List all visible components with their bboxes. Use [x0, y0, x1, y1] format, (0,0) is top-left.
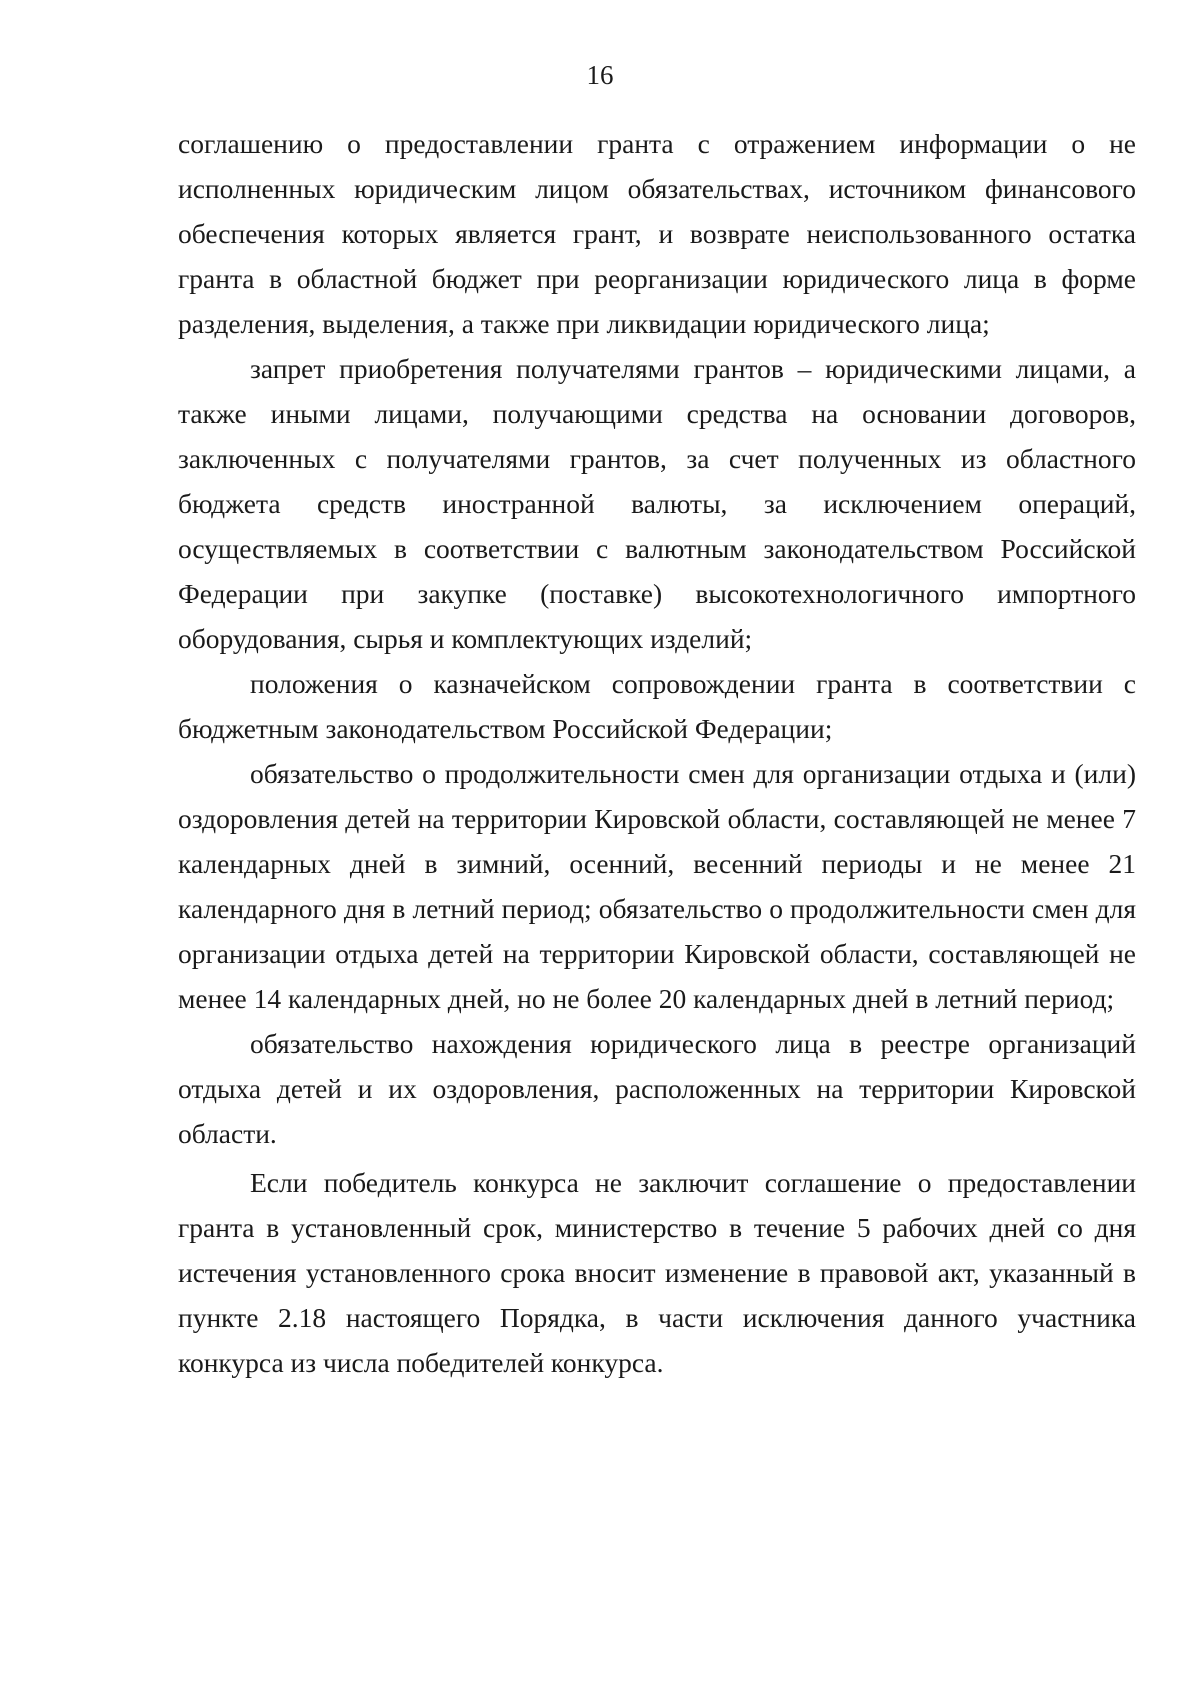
paragraph-shift-duration: обязательство о продолжительности смен для организации отдыха и (или) оздоровления детей на территории Кировской области, составляющей не менее 7 календарных дней в зимний, осенний, весенний периоды и не менее 21 календарного дня в летний период; обязательство о продолжительности смен для организации отдыха детей на территории Кировской области, составляющей не менее 14 календарных дней, но не более 20 календарных дней в летний период; — [178, 758, 1136, 1014]
document-body — [178, 121, 1136, 1385]
paragraph-continuation: соглашению о предоставлении гранта с отражением информации о не исполненных юридическим лицом обязательствах, источником финансового обеспечения которых является грант, и возврате неиспользованного остатка гранта в областной бюджет при реорганизации юридического лица в форме разделения, выделения, а также при ликвидации юридического лица; — [178, 128, 1136, 339]
page-number: 16 — [586, 60, 614, 90]
paragraph-registry-obligation: обязательство нахождения юридического лица в реестре организаций отдыха детей и их оздоровления, расположенных на территории Кировской области. — [178, 1028, 1136, 1149]
paragraph-currency-ban: запрет приобретения получателями грантов – юридическими лицами, а также иными лицами, получающими средства на основании договоров, заключенных с получателями грантов, за счет полученных из областного бюджета средств иностранной валюты, за исключением операций, осуществляемых в соответствии с валютным законодательством Российской Федерации при закупке (поставке) высокотехнологичного импортного оборудования, сырья и комплектующих изделий; — [178, 353, 1136, 654]
paragraph-winner-exclusion: Если победитель конкурса не заключит соглашение о предоставлении гранта в установленный срок, министерство в течение 5 рабочих дней со дня истечения установленного срока вносит изменение в правовой акт, указанный в пункте 2.18 настоящего Порядка, в части исключения данного участника конкурса из числа победителей конкурса. — [178, 1167, 1136, 1378]
paragraph-treasury-support: положения о казначейском сопровождении гранта в соответствии с бюджетным законодательством Российской Федерации; — [178, 668, 1136, 744]
